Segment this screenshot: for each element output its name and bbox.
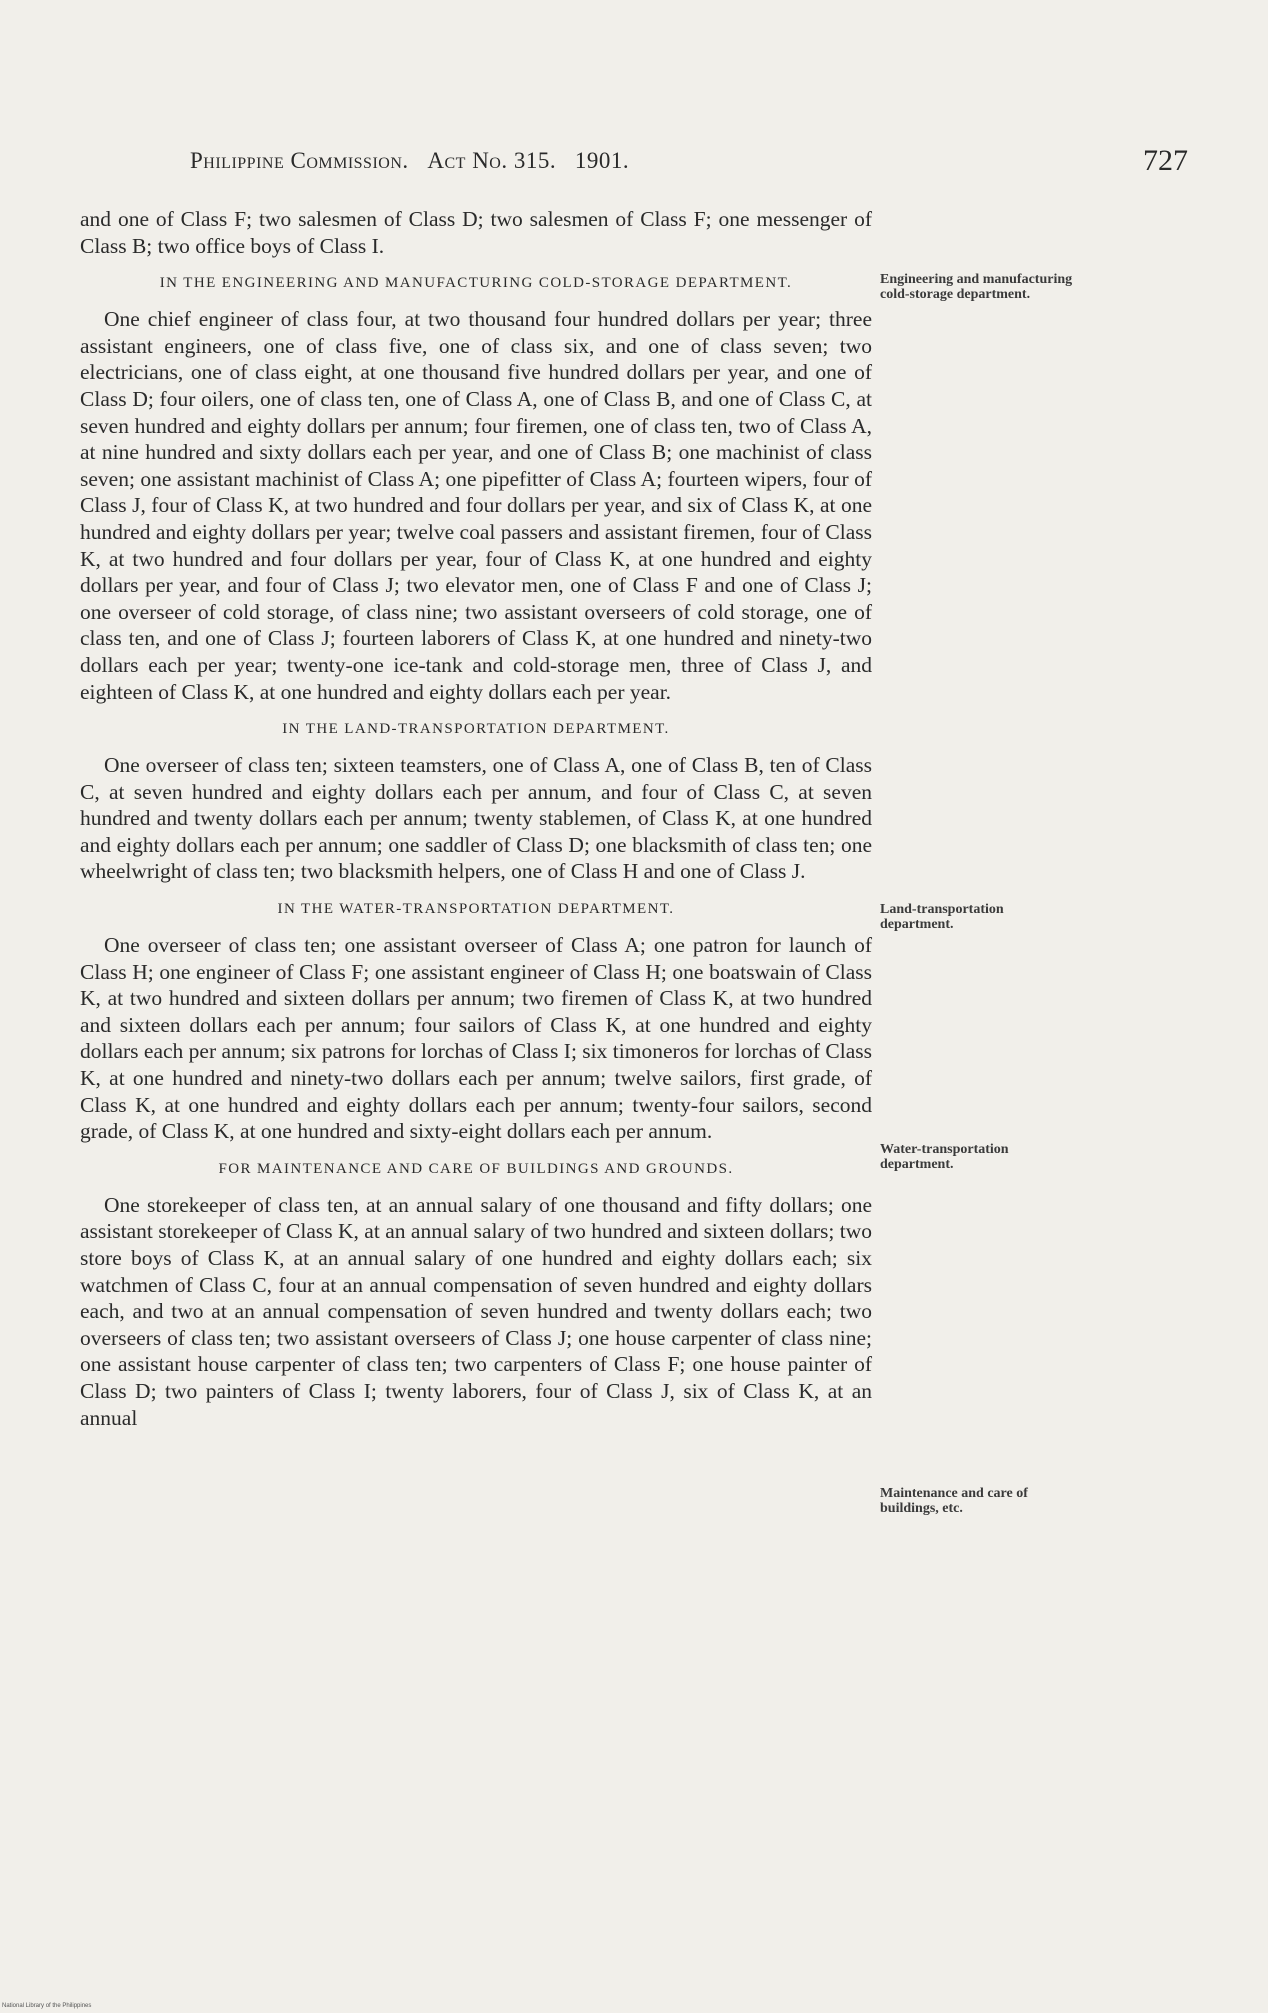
section-text-water-transportation: One overseer of class ten; one assistant overseer of Class A; one patron for launch of Class H; one engineer of Class F; one assistant engineer of Class H; one boatswain of Class K, at two hundred and sixteen dollars per annum; two firemen of Class K, at two hundred and sixteen dollars each per annum; four sailors of Class K, at one hundred and eighty dollars each per annum; six patrons for lorchas of Class I; six timoneros for lorchas of Class K, at one hundred and ninety-two dollars each per annum; twelve sailors, first grade, of Class K, at one hundred and eighty dollars each per annum; twenty-four sailors, second grade, of Class K, at one hundred and sixty-eight dollars each per annum. [80, 933, 872, 1144]
section-heading-engineering: IN THE ENGINEERING AND MANUFACTURING COLD-STORAGE DEPARTMENT. [159, 275, 793, 292]
section-heading-water-transportation: IN THE WATER-TRANSPORTATION DEPARTMENT. [277, 901, 675, 918]
margin-note-water-transportation: Water-transportation department. [880, 1142, 1009, 1172]
running-title: Philippine Commission. [190, 148, 409, 173]
section-text-engineering: One chief engineer of class four, at two thousand four hundred dollars per year; three assistant engineers, one of class five, one of class six, and one of class seven; two electricians, one of class eight, at one thousand five hundred dollars per year, and one of Class D; four oilers, one of class ten, one of Class A, one of Class B, and one of Class C, at seven hundred and eighty dollars per annum; four firemen, one of class ten, two of Class A, at nine hundred and sixty dollars each per year, and one of Class B; one machinist of class seven; one assistant machinist of Class A; one pipefitter of Class A; fourteen wipers, four of Class J, four of Class K, at two hundred and four dollars per year, and six of Class K, at one hundred and eighty dollars per year; twelve coal passers and assistant firemen, four of Class K, at two hundred and four dollars per year, four of Class K, at one hundred and eighty dollars per year, and four of Class J; two elevator men, one of Class F and one of Class J; one overseer of cold storage, of class nine; two assistant overseers of cold storage, one of class ten, and one of Class J; fourteen laborers of Class K, at one hundred and ninety-two dollars each per year; twenty-one ice-tank and cold-storage men, three of Class J, and eighteen of Class K, at one hundred and eighty dollars each per year. [80, 307, 872, 704]
running-head [190, 148, 629, 174]
section-text-maintenance: One storekeeper of class ten, at an annual salary of one thousand and fifty dollars; one assistant storekeeper of Class K, at an annual salary of two hundred and sixteen dollars; two store boys of Class K, at an annual salary of one hundred and eighty dollars each; six watchmen of Class C, four at an annual compensation of seven hundred and eighty dollars each, and two at an annual compensation of seven hundred and twenty dollars each; two overseers of class ten; two assistant overseers of Class J; one house carpenter of class nine; one assistant house carpenter of class ten; two carpenters of Class F; one house painter of Class D; two painters of Class I; twenty laborers, four of Class J, six of Class K, at an annual [80, 1192, 872, 1430]
footer-stamp: National Library of the Philippines [2, 2003, 92, 2009]
section-heading-maintenance: FOR MAINTENANCE AND CARE OF BUILDINGS AND GROUNDS. [218, 1160, 734, 1177]
margin-note-maintenance: Maintenance and care of buildings, etc. [880, 1486, 1028, 1516]
section-heading-land-transportation: IN THE LAND-TRANSPORTATION DEPARTMENT. [282, 721, 670, 738]
act-number: Act No. 315. [427, 148, 557, 173]
intro-paragraph: and one of Class F; two salesmen of Class D; two salesmen of Class F; one messenger of Class B; two office boys of Class I. [80, 207, 872, 258]
body-column [80, 206, 872, 1431]
margin-note-land-transportation: Land-transportation department. [880, 902, 1004, 932]
page-number: 727 [1143, 144, 1188, 177]
section-text-land-transportation: One overseer of class ten; sixteen teamsters, one of Class A, one of Class B, ten of Class C, at seven hundred and eighty dollars each per annum, and four of Class C, at seven hundred and twenty dollars each per annum; twenty stablemen, of Class K, at one hundred and eighty dollars each per annum; one saddler of Class D; one blacksmith of class ten; one wheelwright of class ten; two blacksmith helpers, one of Class H and one of Class J. [80, 753, 872, 884]
margin-note-engineering: Engineering and manufacturing cold-storage department. [880, 272, 1073, 302]
year: 1901. [574, 148, 630, 173]
